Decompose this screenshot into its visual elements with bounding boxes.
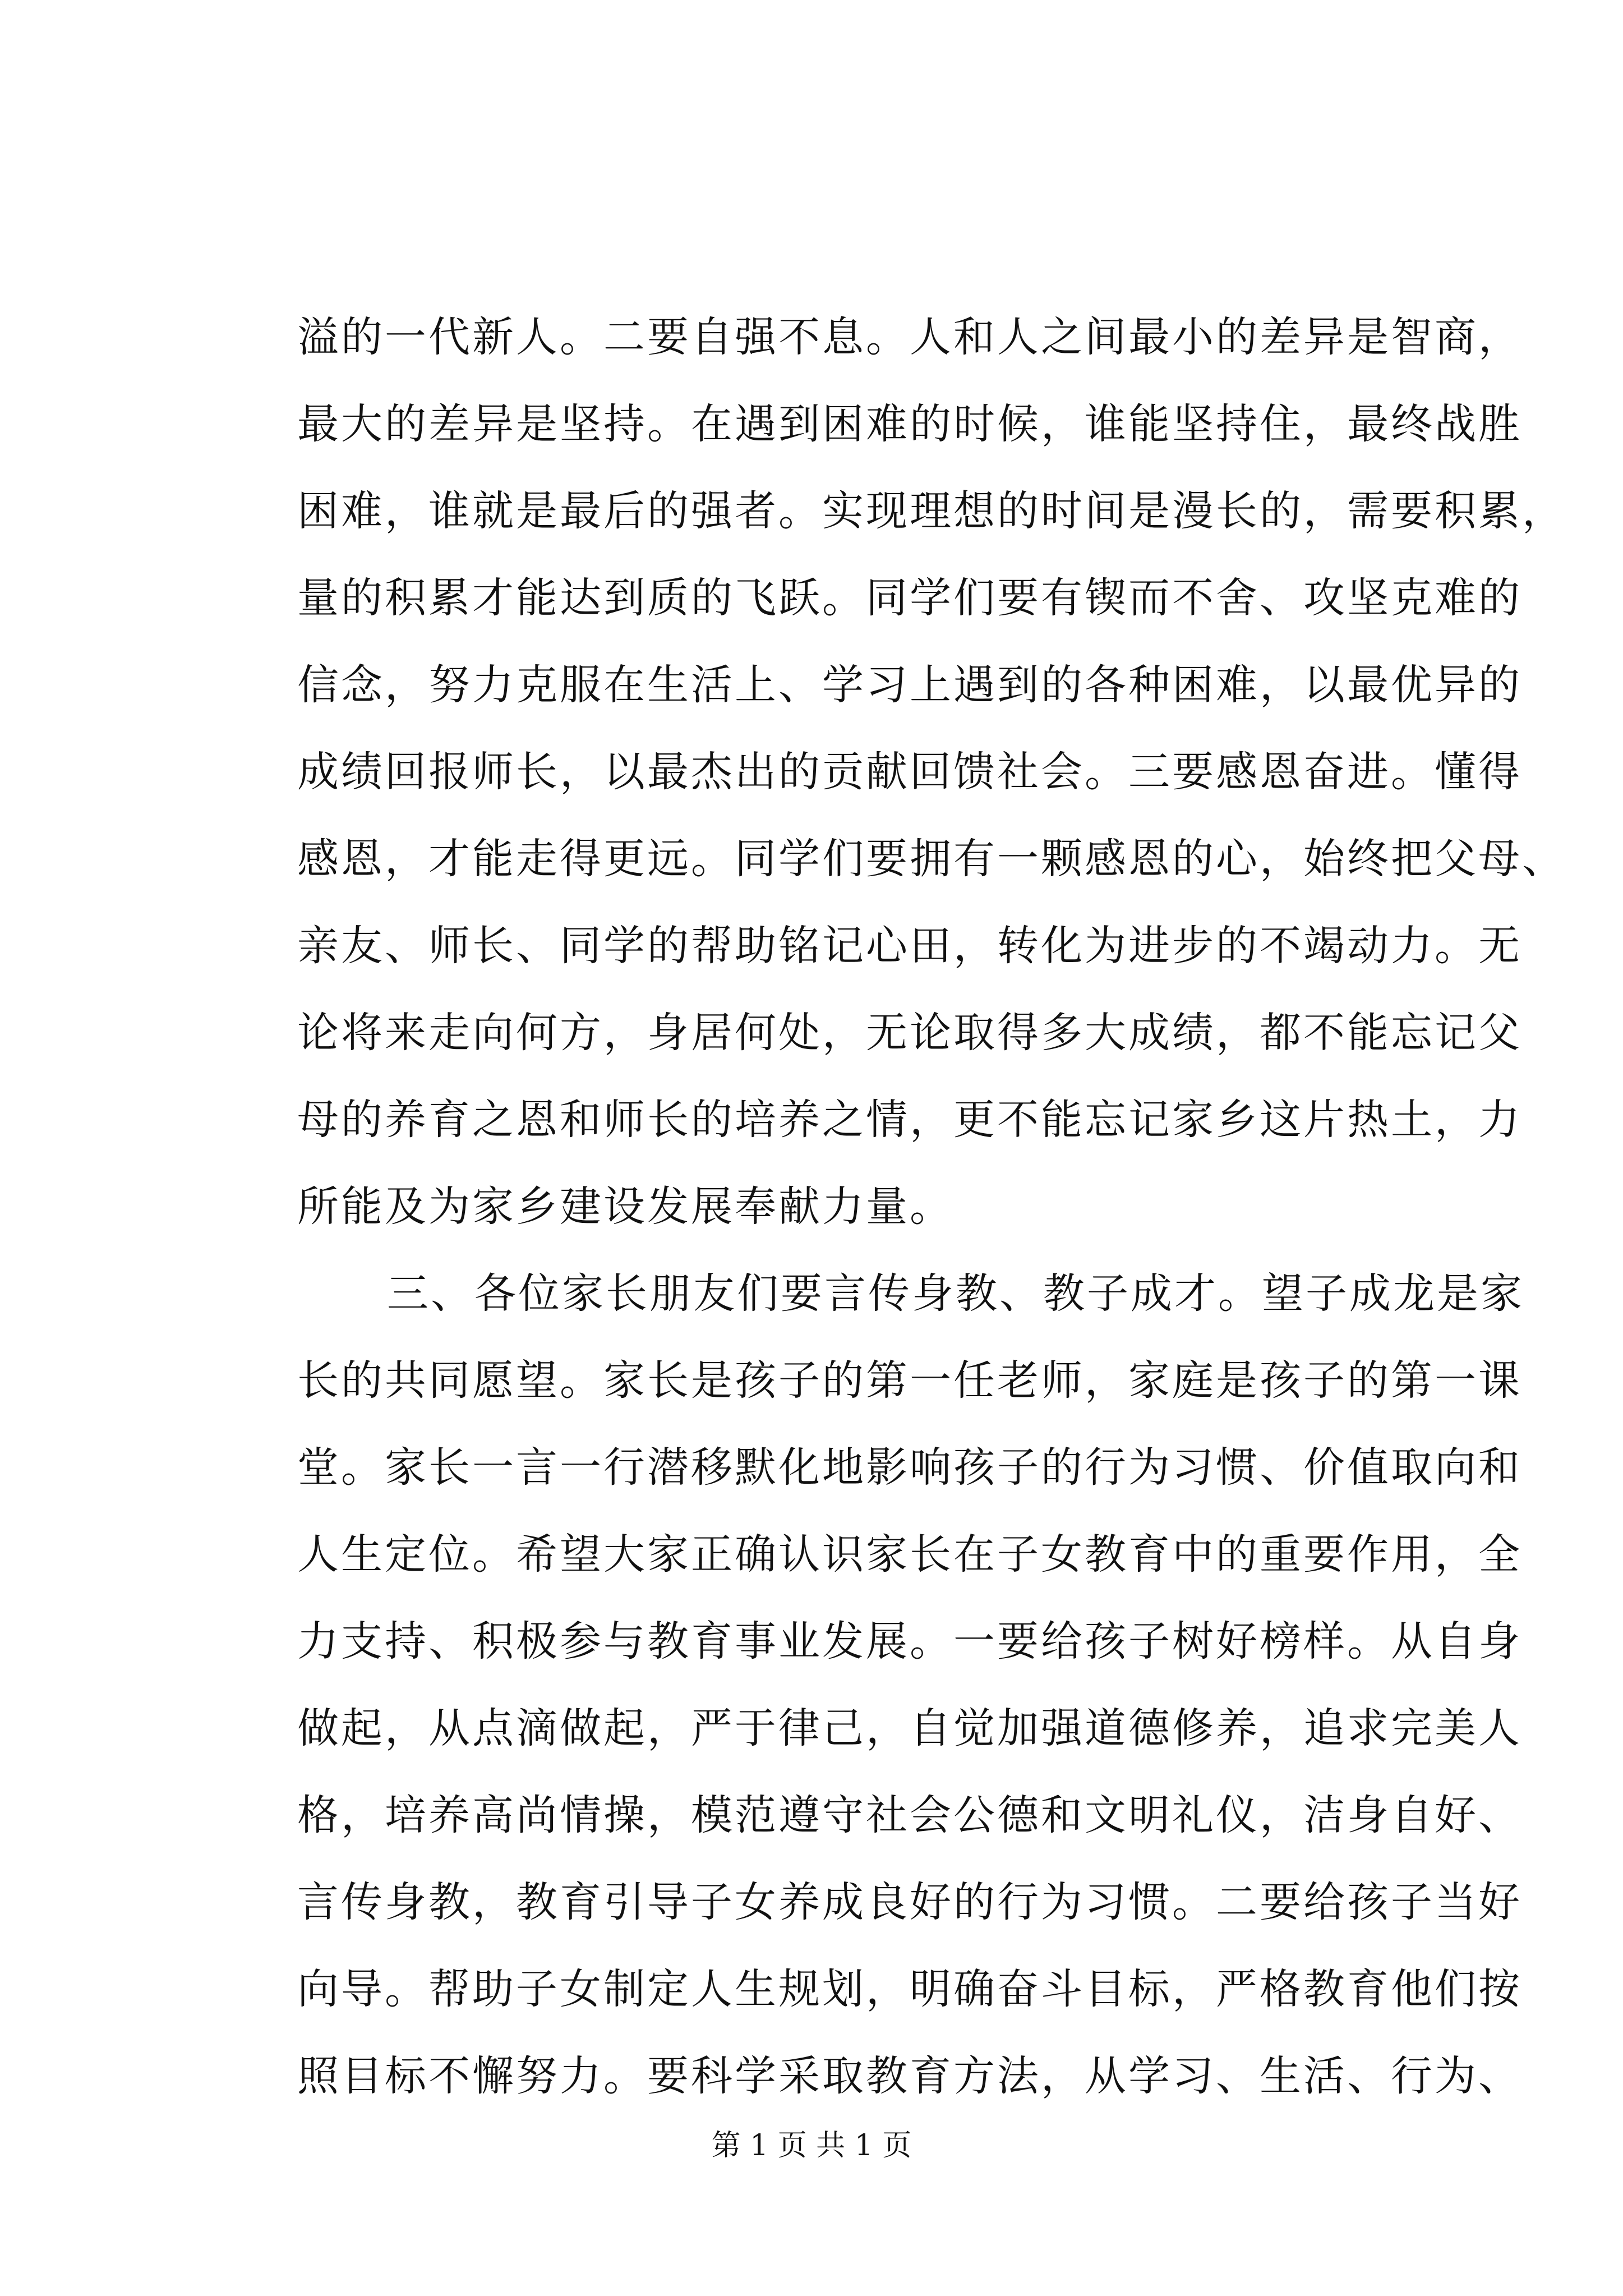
- body-text: [297, 294, 1566, 2120]
- text-line: 人生定位。希望大家正确认识家长在子女教育中的重要作用，全: [297, 1530, 1522, 1579]
- text-line: 向导。帮助子女制定人生规划，明确奋斗目标，严格教育他们按: [297, 1965, 1522, 2013]
- text-line: 长的共同愿望。家长是孩子的第一任老师，家庭是孩子的第一课: [297, 1356, 1522, 1405]
- text-line: 亲友、师长、同学的帮助铭记心田，转化为进步的不竭动力。无: [297, 922, 1522, 970]
- text-line: 溢的一代新人。二要自强不息。人和人之间最小的差异是智商，: [297, 313, 1522, 361]
- text-line: 量的积累才能达到质的飞跃。同学们要有锲而不舍、攻坚克难的: [297, 574, 1522, 622]
- text-line: 母的养育之恩和师长的培养之情，更不能忘记家乡这片热土，力: [297, 1096, 1522, 1144]
- text-line: 所能及为家乡建设发展奉献力量。: [297, 1182, 953, 1231]
- text-line: 言传身教，教育引导子女养成良好的行为习惯。二要给孩子当好: [297, 1878, 1522, 1926]
- page-footer: 第 1 页 共 1 页: [711, 2129, 912, 2162]
- text-line: 照目标不懈努力。要科学采取教育方法，从学习、生活、行为、: [297, 2052, 1522, 2100]
- text-line: 成绩回报师长，以最杰出的贡献回馈社会。三要感恩奋进。懂得: [297, 748, 1522, 796]
- text-line: 感恩，才能走得更远。同学们要拥有一颗感恩的心，始终把父母、: [297, 835, 1566, 883]
- text-line: 信念，努力克服在生活上、学习上遇到的各种困难，以最优异的: [297, 661, 1522, 709]
- text-line: 论将来走向何方，身居何处，无论取得多大成绩，都不能忘记父: [297, 1009, 1522, 1057]
- text-line: 力支持、积极参与教育事业发展。一要给孩子树好榜样。从自身: [297, 1617, 1522, 1665]
- text-line: 做起，从点滴做起，严于律己，自觉加强道德修养，追求完美人: [297, 1704, 1522, 1752]
- paragraph-start-line: 三、各位家长朋友们要言传身教、教子成才。望子成龙是家: [387, 1269, 1524, 1318]
- text-line: 堂。家长一言一行潜移默化地影响孩子的行为习惯、价值取向和: [297, 1443, 1522, 1492]
- text-line: 最大的差异是坚持。在遇到困难的时候，谁能坚持住，最终战胜: [297, 400, 1522, 448]
- text-line: 困难，谁就是最后的强者。实现理想的时间是漫长的，需要积累，: [297, 487, 1566, 535]
- text-line: 格，培养高尚情操，模范遵守社会公德和文明礼仪，洁身自好、: [297, 1791, 1522, 1839]
